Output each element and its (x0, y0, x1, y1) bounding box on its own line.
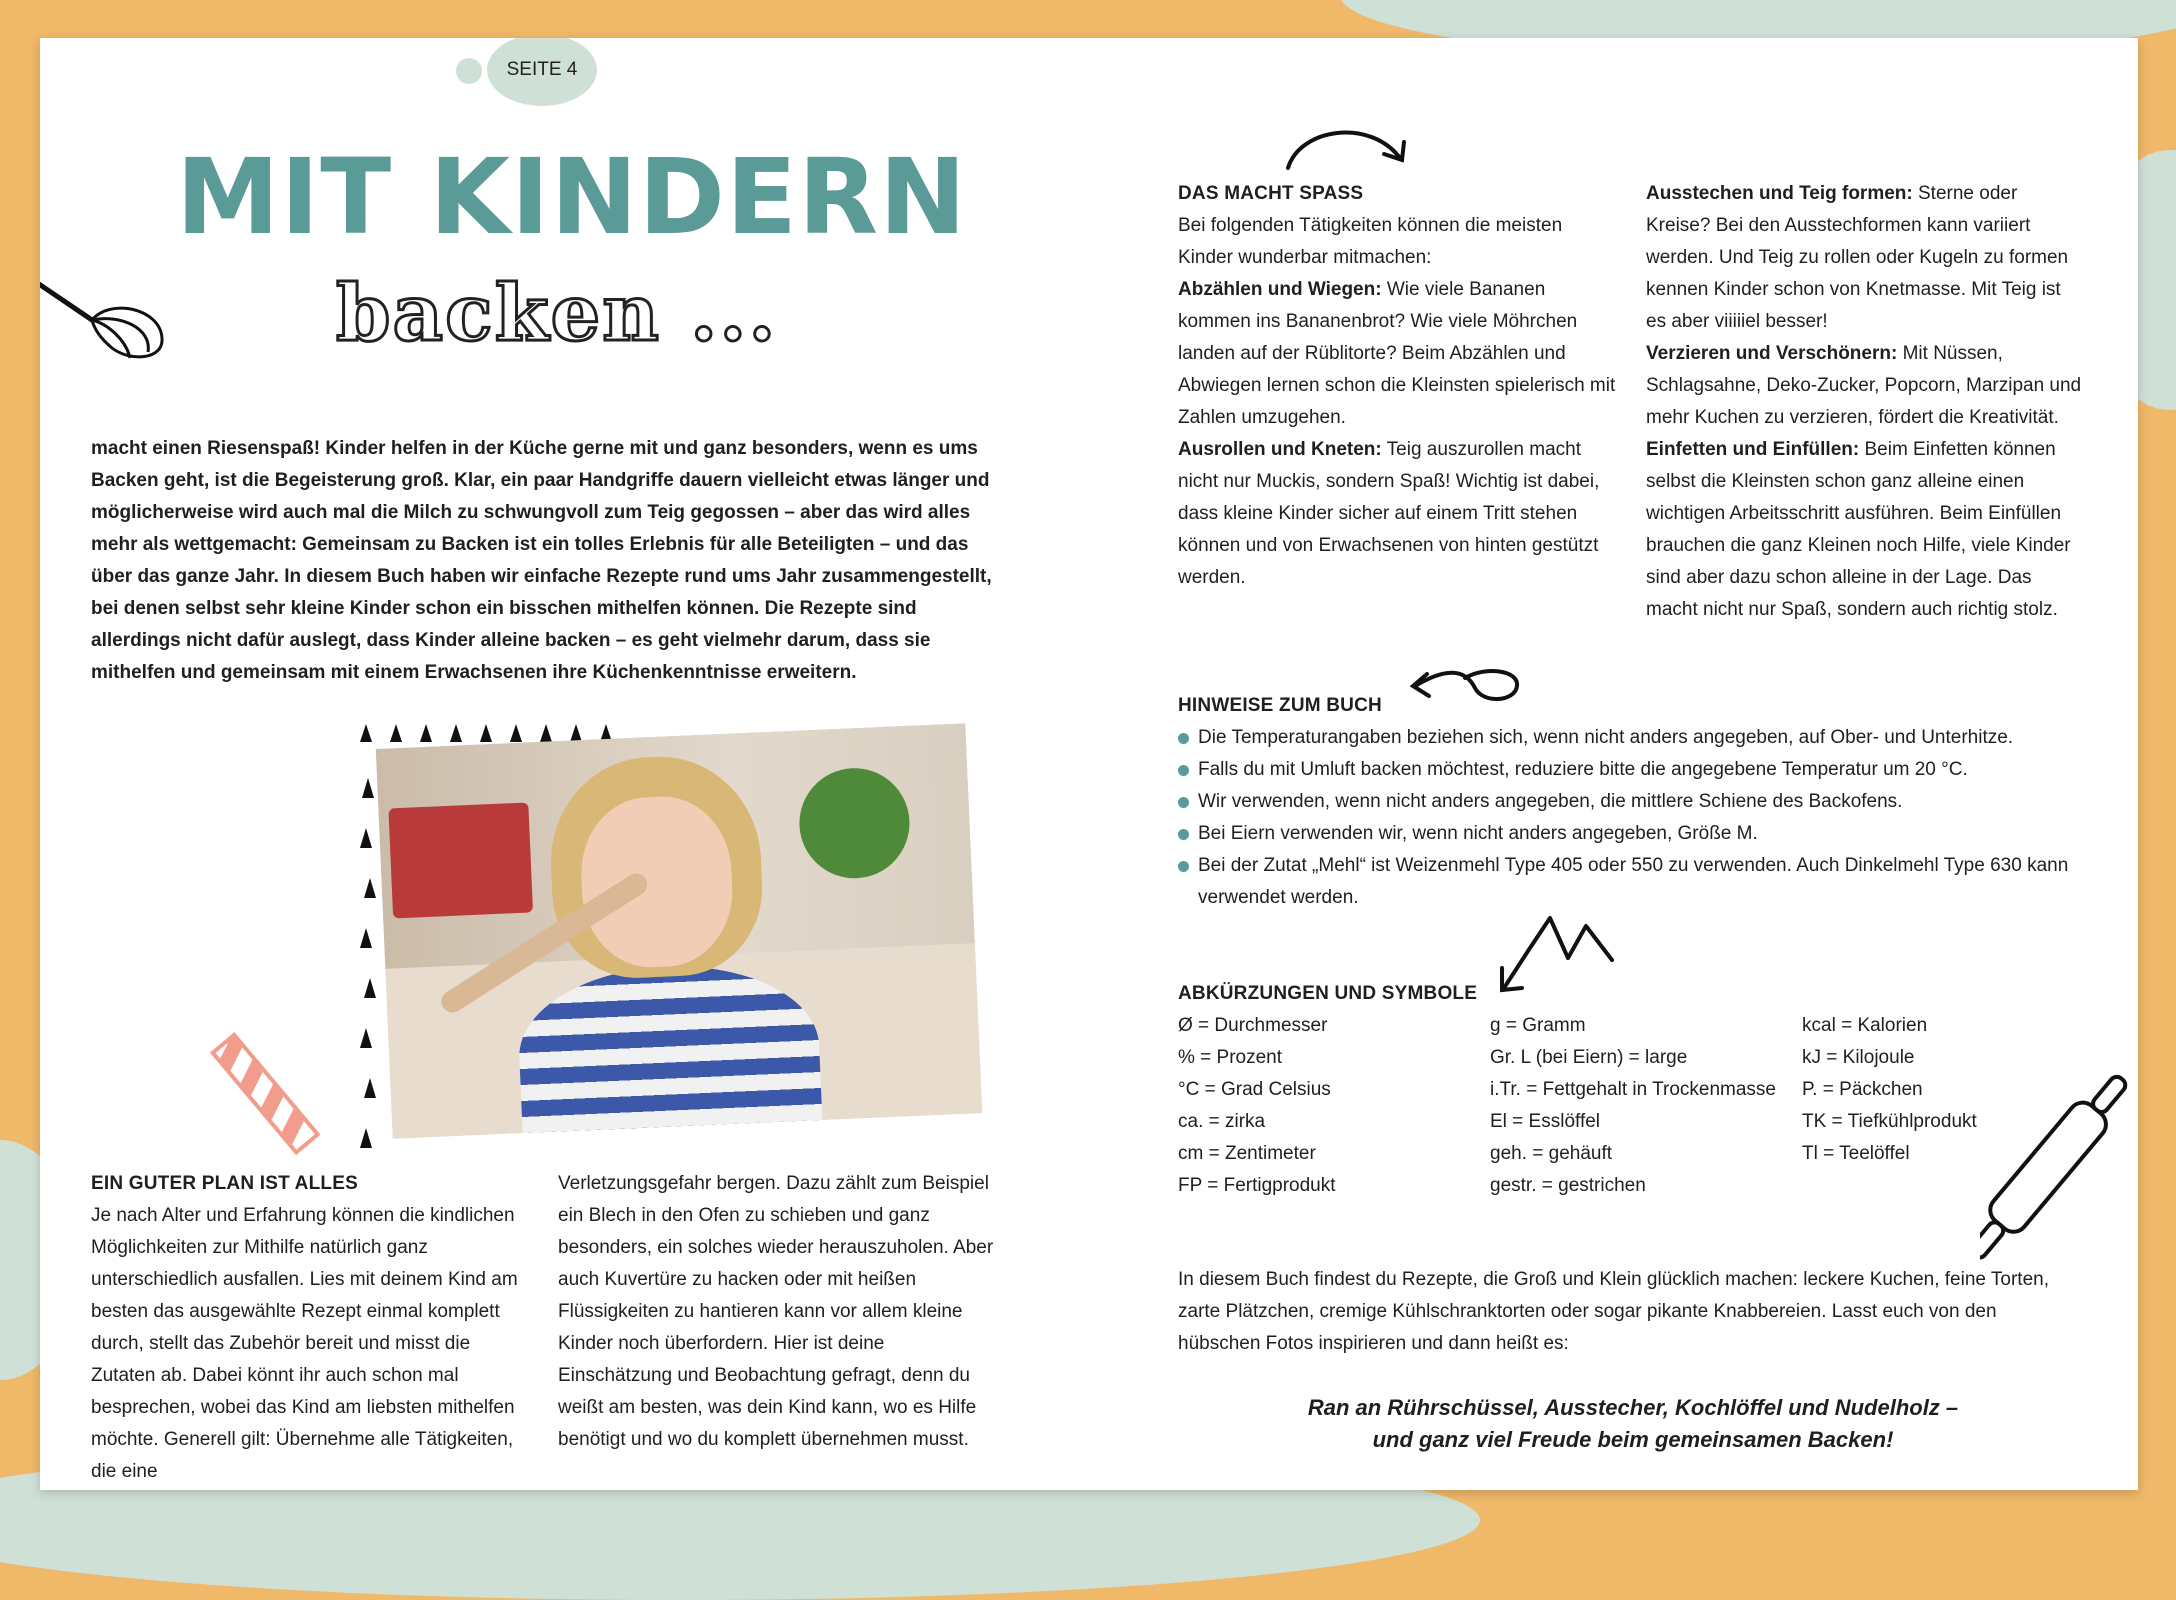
abbr-column-2 (1490, 1010, 1800, 1202)
hint-item (1178, 818, 2088, 850)
fun-item-text: Wie viele Bananen kommen ins Bananenbrot? Wie viele Möhrchen landen auf der Rüblitorte? Beim Abzählen und Abwiegen lernen schon die Kleinsten spielerisch mit Zahlen umzugehen. (1178, 279, 1616, 428)
hints-heading: HINWEISE ZUM BUCH (1178, 695, 1382, 716)
whisk-icon (40, 228, 190, 368)
bullet-dot (1178, 733, 1189, 744)
hint-text: Die Temperaturangaben beziehen sich, wenn nicht anders angegeben, auf Ober- und Unterhitze. (1198, 727, 2014, 748)
abbr-item: % = Prozent (1178, 1047, 1283, 1068)
hint-text: Bei Eiern verwenden wir, wenn nicht anders angegeben, Größe M. (1198, 823, 1758, 844)
closing-line (1178, 1392, 2088, 1456)
hint-item (1178, 850, 2088, 914)
bullet-dot (1178, 829, 1189, 840)
plan-column-2: Verletzungsgefahr bergen. Dazu zählt zum Beispiel ein Blech in den Ofen zu schieben und ganz besonders, ein solches wieder herauszuholen. Aber auch Kuvertüre zu hacken oder mit heißen Flüssigkeiten zu hantieren kann vor allem kleine Kinder noch überfordern. Hier ist deine Einschätzung und Beobachtung gefragt, denn du weißt am besten, was dein Kind kann, wo es Hilfe benötigt und wo du komplett übernehmen musst. (558, 1173, 994, 1450)
fun-item-term: Verzieren und Verschönern: (1646, 343, 1898, 364)
photo-red-cushion (388, 802, 533, 918)
fun-column-2 (1646, 178, 2086, 626)
arrow-doodle-icon (1280, 118, 1420, 178)
page-number-badge (487, 38, 597, 106)
bullet-dot (1178, 797, 1189, 808)
abbr-item: kcal = Kalorien (1802, 1015, 1928, 1036)
abbr-heading: ABKÜRZUNGEN UND SYMBOLE (1178, 983, 1478, 1004)
fun-item-text: Beim Einfetten können selbst die Kleinsten schon ganz alleine einen wichtigen Arbeitsschritt ausführen. Beim Einfüllen brauchen die ganz Kleinen noch Hilfe, viele Kinder sind aber dazu schon alleine in der Lage. Das macht nicht nur Spaß, sondern auch richtig stolz. (1646, 439, 2071, 620)
abbr-column-1 (1178, 1010, 1478, 1202)
abbr-item: ca. = zirka (1178, 1111, 1266, 1132)
hint-item (1178, 754, 2088, 786)
abbr-item: kJ = Kilojoule (1802, 1047, 1915, 1068)
abbr-item: Gr. L (bei Eiern) = large (1490, 1047, 1688, 1068)
fun-column-1 (1178, 178, 1618, 594)
hint-text: Wir verwenden, wenn nicht anders angegeben, die mittlere Schiene des Backofens. (1198, 791, 1903, 812)
fun-item-text: Teig auszurollen macht nicht nur Muckis, sondern Spaß! Wichtig ist dabei, dass kleine Kinder sicher auf einem Tritt stehen können und von Erwachsenen von hinten gestützt werden. (1178, 439, 1600, 588)
abbr-item: i.Tr. = Fettgehalt in Trockenmasse (1490, 1079, 1777, 1100)
abbr-item: cm = Zentimeter (1178, 1143, 1316, 1164)
abbr-item: Ø = Durchmesser (1178, 1015, 1328, 1036)
hint-text: Falls du mit Umluft backen möchtest, reduziere bitte die angegebene Temperatur um 20 °C. (1198, 759, 1968, 780)
abbr-item: El = Esslöffel (1490, 1111, 1601, 1132)
book-spread (40, 38, 2138, 1490)
fun-item-term: Abzählen und Wiegen: (1178, 279, 1382, 300)
bullet-dot (1178, 861, 1189, 872)
abbr-item: FP = Fertigprodukt (1178, 1175, 1336, 1196)
intro-paragraph: macht einen Riesenspaß! Kinder helfen in der Küche gerne mit und ganz besonders, wenn es ums Backen geht, ist die Begeisterung groß. Klar, ein paar Handgriffe dauern vielleicht etwas länger und möglicherweise wird auch mal die Milch zu schwungvoll zum Teig gegossen – aber das wird alles mehr als wettgemacht: Gemeinsam zu Backen ist ein tolles Erlebnis für alle Beteiligten – und das über das ganze Jahr. In diesem Buch haben wir einfache Rezepte rund ums Jahr zusammengestellt, bei denen selbst sehr kleine Kinder schon ein bisschen mithelfen können. Die Rezepte sind allerdings nicht dafür auslegt, dass Kinder alleine backen – es geht vielmehr darum, dass sie mithelfen und gemeinsam mit einem Erwachsenen ihre Küchenkenntnisse erweitern. (91, 438, 992, 683)
plan-column-1: Je nach Alter und Erfahrung können die kindlichen Möglichkeiten zur Mithilfe natürlich ganz unterschiedlich ausfallen. Lies mit deinem Kind am besten das ausgewählte Rezept einmal komplett durch, stellt das Zubehör bereit und misst die Zutaten ab. Dabei könnt ihr auch schon mal besprechen, wobei das Kind am liebsten mithelfen möchte. Generell gilt: Übernehme alle Tätigkeiten, die eine (91, 1205, 518, 1482)
abbr-item: geh. = gehäuft (1490, 1143, 1613, 1164)
abbr-item: TK = Tiefkühlprodukt (1802, 1111, 1977, 1132)
abbr-item: g = Gramm (1490, 1015, 1586, 1036)
hints-list (1178, 722, 2088, 914)
arrow-doodle-icon-3 (1490, 898, 1630, 1008)
hint-item (1178, 786, 2088, 818)
hint-text: Bei der Zutat „Mehl“ ist Weizenmehl Type 405 oder 550 zu verwenden. Auch Dinkelmehl Type 630 kann verwendet werden. (1198, 855, 2069, 908)
outro-paragraph: In diesem Buch findest du Rezepte, die Groß und Klein glücklich machen: leckere Kuchen, feine Torten, zarte Plätzchen, cremige Kühlschranktorten oder sogar pikante Knabbereien. Lasst euch von den hübschen Fotos inspirieren und dann heißt es: (1178, 1269, 2049, 1354)
closing-line-1: Ran an Rührschüssel, Ausstecher, Kochlöffel und Nudelholz – (1307, 1395, 1959, 1420)
fun-item-term: Ausstechen und Teig formen: (1646, 183, 1913, 204)
abbr-item: Tl = Teelöffel (1802, 1143, 1910, 1164)
rolling-pin-icon (1980, 1058, 2130, 1288)
fun-item-text: Mit Nüssen, Schlagsahne, Deko-Zucker, Popcorn, Marzipan und mehr Kuchen zu verzieren, fördert die Kreativität. (1646, 343, 2082, 428)
bullet-dot (1178, 765, 1189, 776)
arrow-doodle-icon-2 (1405, 658, 1555, 708)
fun-item (1178, 274, 1618, 434)
fun-item-term: Einfetten und Einfüllen: (1646, 439, 1860, 460)
fun-item (1646, 434, 2086, 626)
fun-lead: Bei folgenden Tätigkeiten können die meisten Kinder wunderbar mitmachen: (1178, 215, 1563, 268)
page-subtitle: backen ... (336, 268, 778, 359)
candy-cane-icon (206, 1018, 326, 1168)
plan-heading: EIN GUTER PLAN IST ALLES (91, 1173, 358, 1194)
page-title: MIT KINDERN (176, 136, 968, 258)
abbr-item: °C = Grad Celsius (1178, 1079, 1331, 1100)
page-number-dot (456, 58, 482, 84)
hint-item (1178, 722, 2088, 754)
child-photo (376, 723, 982, 1138)
closing-line-2: und ganz viel Freude beim gemeinsamen Backen! (1372, 1427, 1894, 1452)
fun-item-text: Sterne oder Kreise? Bei den Ausstechformen kann variiert werden. Und Teig zu rollen oder Kugeln zu formen kennen Kinder schon von Knetmasse. Mit Teig ist es aber viiiiiel besser! (1646, 183, 2069, 332)
fun-item (1646, 178, 2086, 338)
fun-heading: DAS MACHT SPASS (1178, 183, 1364, 204)
photo-child-face (578, 794, 735, 970)
fun-item (1646, 338, 2086, 434)
page-number-value: 4 (566, 59, 578, 80)
abbr-item: gestr. = gestrichen (1490, 1175, 1646, 1196)
abbr-item: P. = Päckchen (1802, 1079, 1923, 1100)
fun-item (1178, 434, 1618, 594)
page-number-prefix: SEITE (506, 59, 562, 80)
fun-item-term: Ausrollen und Kneten: (1178, 439, 1382, 460)
